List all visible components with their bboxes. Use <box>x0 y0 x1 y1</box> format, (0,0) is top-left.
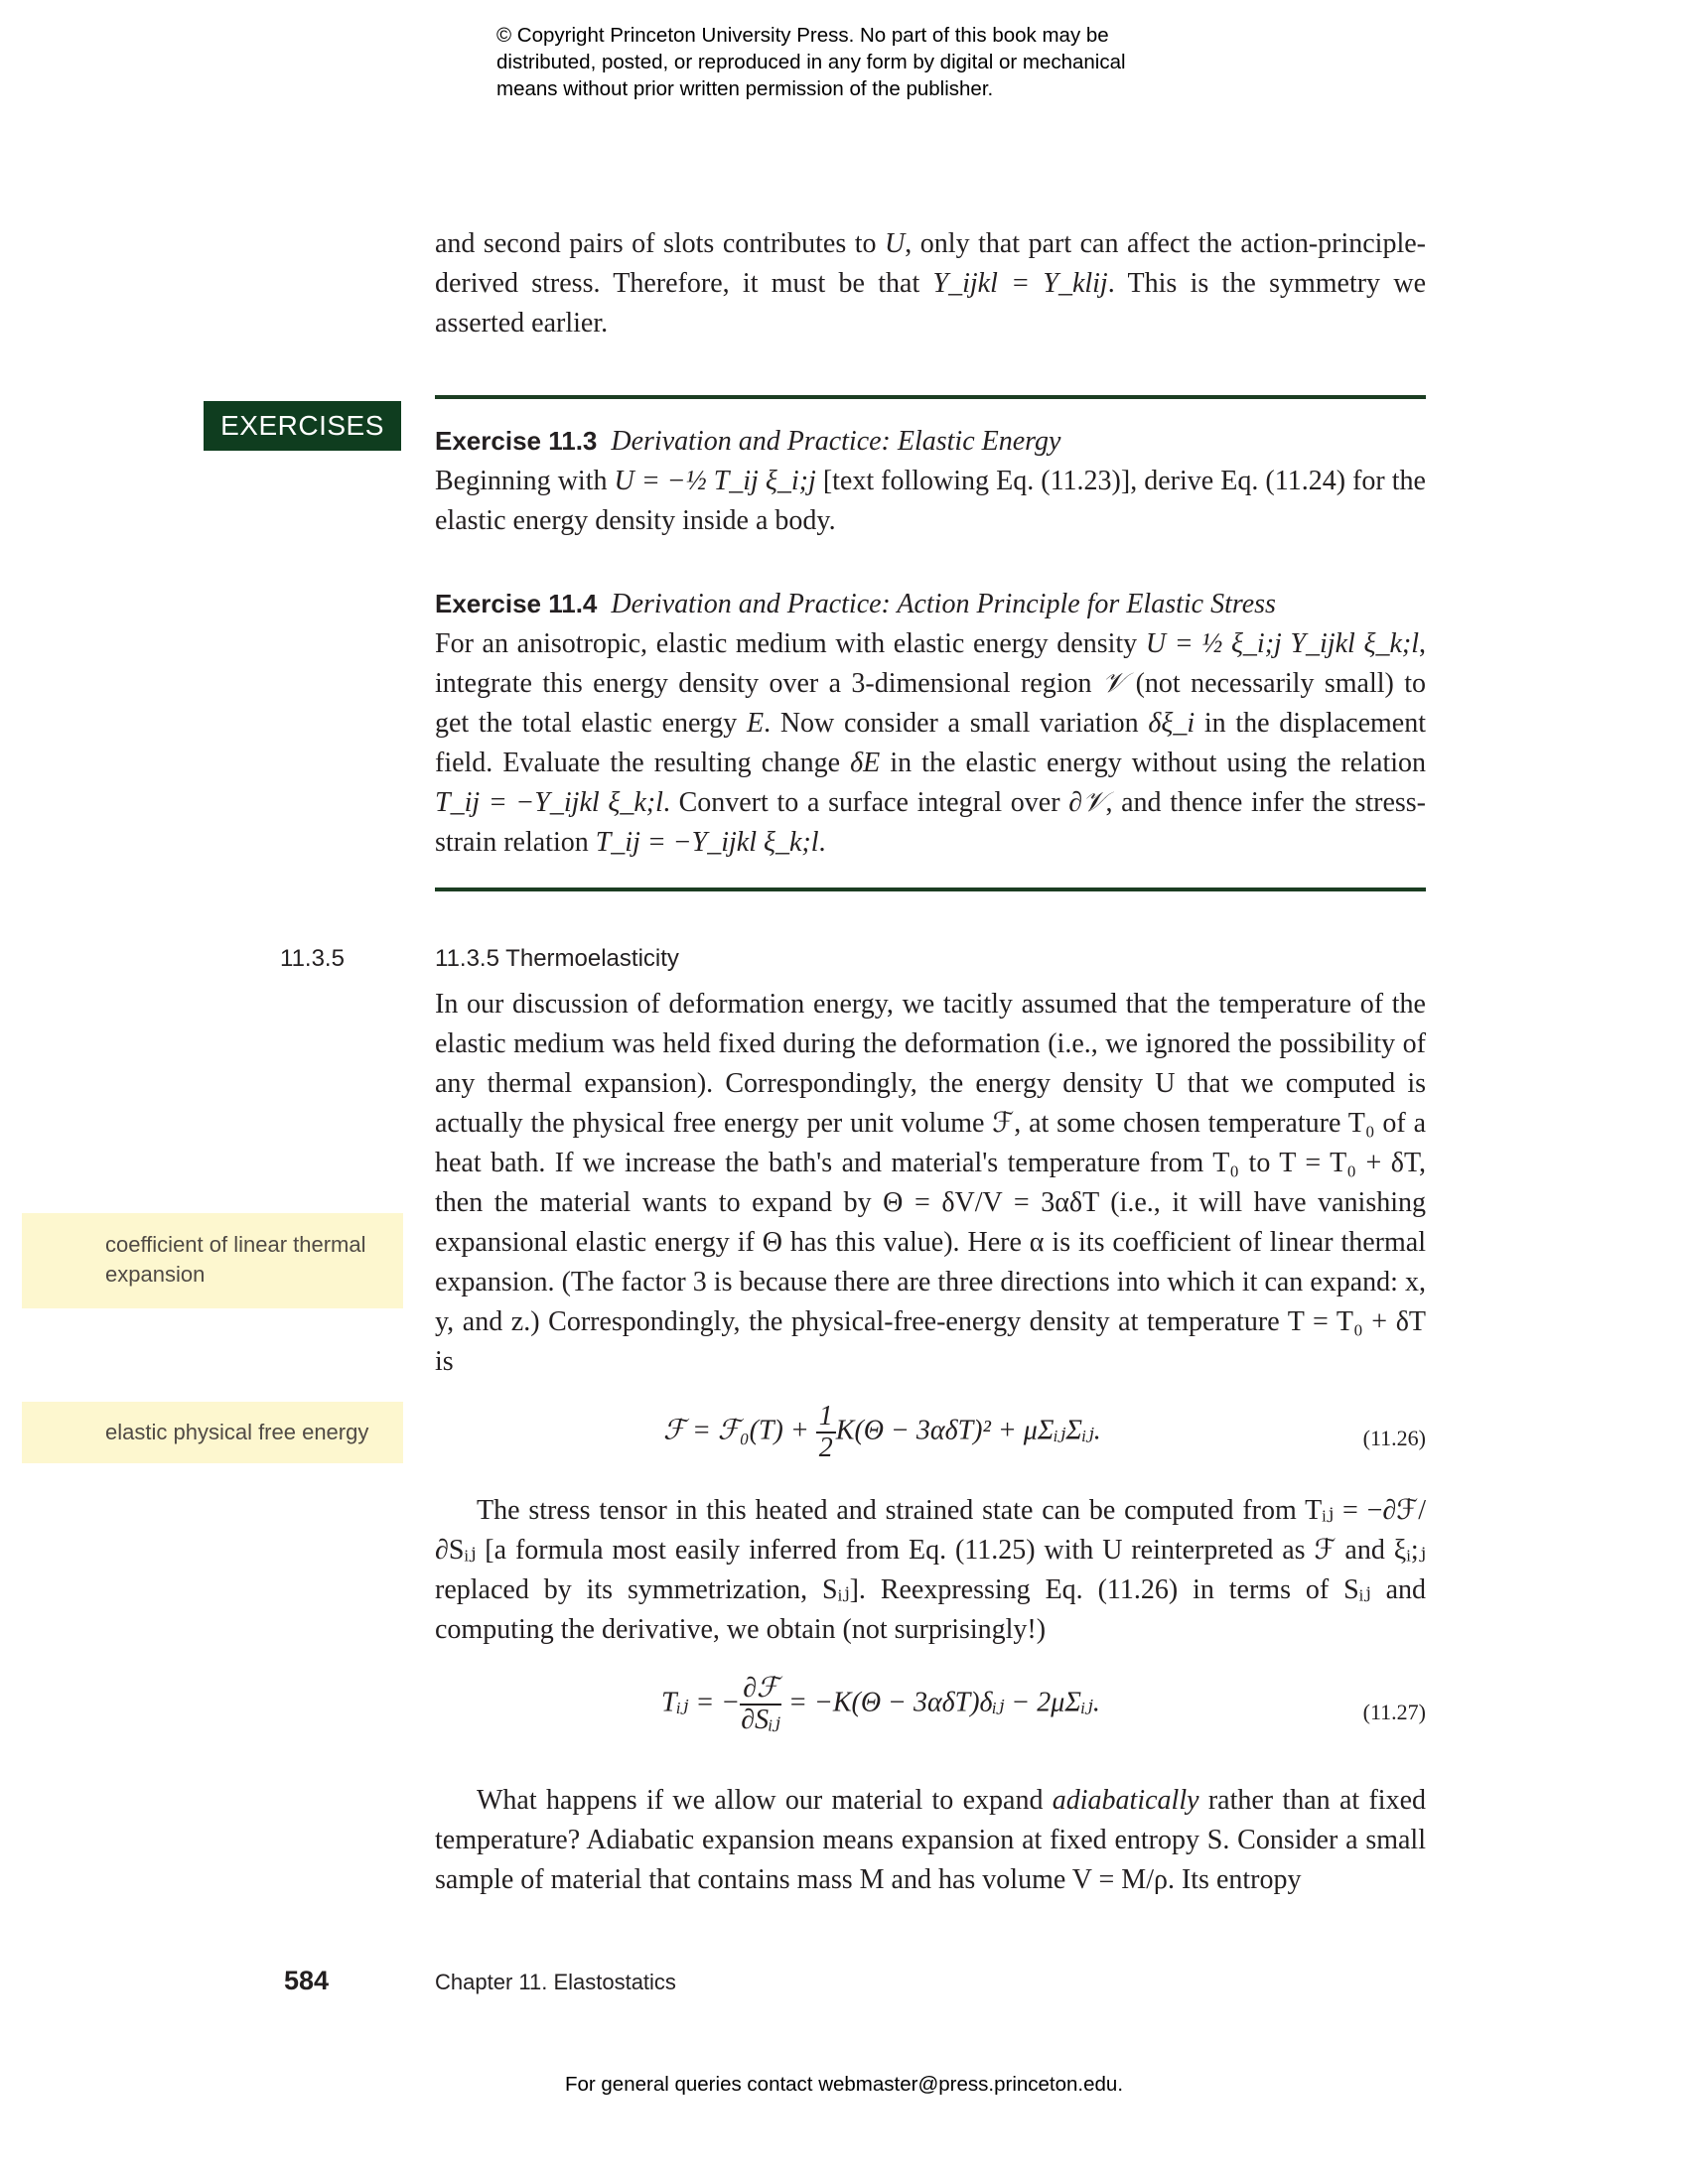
exercise-11-3 <box>435 421 1426 541</box>
exercise-title: Derivation and Practice: Action Principle for Elastic Stress <box>611 589 1276 619</box>
sidenote-free-energy: elastic physical free energy <box>22 1402 403 1463</box>
adiabatic-paragraph: What happens if we allow our material to expand adiabatically rather than at fixed temperature? Adiabatic expansion means expansion at fixed entropy S. Consider a small sample of material that contains mass M and has volume V = M/ρ. Its entropy <box>435 1785 1426 1895</box>
exercise-number: Exercise 11.4 <box>435 589 598 618</box>
copyright-line-2: distributed, posted, or reproduced in any form by digital or mechanical <box>496 51 1126 73</box>
fraction: $\frac{\text{∂ℱ}}{\text{∂Sᵢⱼ}}$ <box>741 1673 780 1735</box>
exercise-title: Derivation and Practice: Elastic Energy <box>611 426 1061 457</box>
sidenote-thermal-expansion: coefficient of linear thermal expansion <box>22 1213 403 1308</box>
fraction: $\frac{1}{2}$ <box>816 1402 836 1463</box>
exercise-number: Exercise 11.3 <box>435 426 598 456</box>
copyright-notice <box>496 22 1251 102</box>
section-heading: 11.3.5 Thermoelasticity <box>435 945 679 972</box>
exercise-11-4 <box>435 584 1426 863</box>
running-head: Chapter 11. Elastostatics <box>435 1970 676 1994</box>
section-margin-number: 11.3.5 <box>280 945 345 972</box>
exercises-bottom-rule <box>435 887 1426 891</box>
symmetry-equation: Y_ijkl = Y_klij <box>932 268 1108 299</box>
copyright-line-3: means without prior written permission of the publisher. <box>496 77 994 100</box>
exercises-tab: EXERCISES <box>204 401 401 451</box>
equation-11-27: Tᵢⱼ = − $\frac{\text{∂ℱ}}{\text{∂Sᵢⱼ}}$ = −K(Θ − 3αδT)δᵢⱼ − 2μΣᵢⱼ. (11.27) <box>661 1673 1426 1735</box>
copyright-line-1: © Copyright Princeton University Press. No part of this book may be <box>496 24 1109 47</box>
page-number: 584 <box>284 1966 330 1995</box>
contact-footer: For general queries contact webmaster@press.princeton.edu. <box>564 2073 1124 2096</box>
equation-11-26: ℱ = ℱ₀(T) + $\frac{1}{2}$ K(Θ − 3αδT)² + μΣᵢⱼΣᵢⱼ. (11.26) <box>663 1401 1426 1463</box>
intro-paragraph: and second pairs of slots contributes to U, only that part can affect the action-principle-derived stress. Therefore, it must be that Y_ijkl = Y_klij. This is the symmetry we asserted earlier. <box>435 228 1426 339</box>
equation-number: (11.26) <box>1362 1426 1426 1450</box>
stress-tensor-paragraph: The stress tensor in this heated and strained state can be computed from Tᵢⱼ = −∂ℱ/∂Sᵢⱼ [a formula most easily inferred from Eq. (11.25) with U reinterpreted as ℱ and ξᵢ;ⱼ replaced by its symmetrization, Sᵢⱼ]. Reexpressing Eq. (11.26) in terms of Sᵢⱼ and computing the derivative, we obtain (not surprisingly!) <box>435 1495 1426 1645</box>
exercise-body: Beginning with U = −½ T_ij ξ_i;j [text following Eq. (11.23)], derive Eq. (11.24) for the elastic energy density inside a body. <box>435 466 1426 536</box>
equation-number: (11.27) <box>1362 1700 1426 1724</box>
exercises-top-rule <box>435 395 1426 399</box>
exercise-body: For an anisotropic, elastic medium with elastic energy density U = ½ ξ_i;j Y_ijkl ξ_k;l, integrate this energy density over a 3-dimensional region 𝒱 (not necessarily small) to get the total elastic energy E. Now consider a small variation δξ_i in the displacement field. Evaluate the resulting change δE in the elastic energy without using the relation T_ij = −Y_ijkl ξ_k;l. Convert to a surface integral over ∂𝒱, and thence infer the stress-strain relation T_ij = −Y_ijkl ξ_k;l. <box>435 628 1427 858</box>
thermoelasticity-paragraph: In our discussion of deformation energy, we tacitly assumed that the temperature of the elastic medium was held fixed during the deformation (i.e., we ignored the possibility of any thermal expansion). Correspondingly, the energy density U that we computed is actually the physical free energy per unit volume ℱ, at some chosen temperature T₀ of a heat bath. If we increase the bath's and material's temperature from T₀ to T = T₀ + δT, then the material wants to expand by Θ = δV/V = 3αδT (i.e., it will have vanishing expansional elastic energy if Θ has this value). Here α is its coefficient of linear thermal expansion. (The factor 3 is because there are three directions into which it can expand: x, y, and z.) Correspondingly, the physical-free-energy density at temperature T = T₀ + δT is <box>435 989 1426 1377</box>
